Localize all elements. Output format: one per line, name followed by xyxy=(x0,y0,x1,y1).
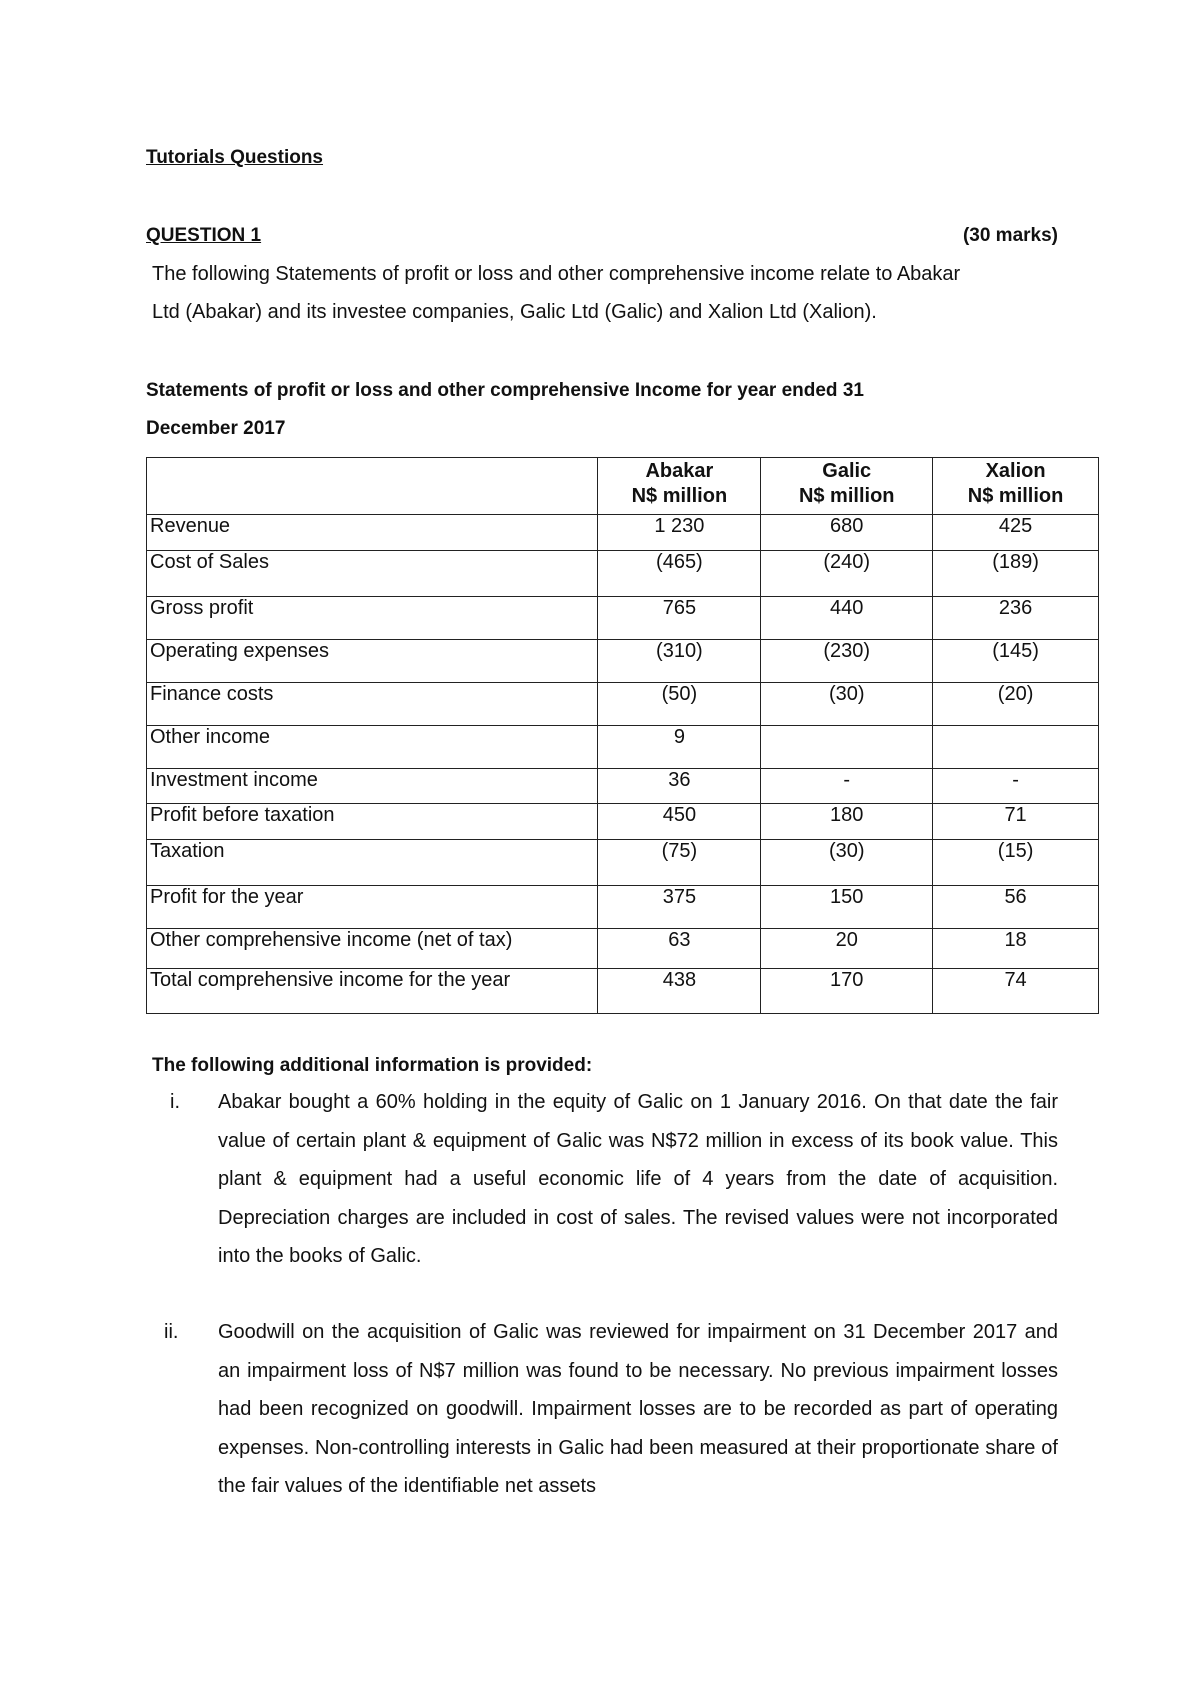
cell-galic: (230) xyxy=(761,640,933,683)
row-label: Total comprehensive income for the year xyxy=(147,969,598,1014)
row-label: Cost of Sales xyxy=(147,551,598,597)
statement-title-line-2: December 2017 xyxy=(146,418,286,439)
cell-xalion: 18 xyxy=(933,929,1099,969)
table-header-row xyxy=(147,458,1099,515)
cell-xalion: - xyxy=(933,769,1099,804)
cell-xalion: (15) xyxy=(933,840,1099,886)
marks-label: (30 marks) xyxy=(962,225,1058,246)
section-title: Tutorials Questions xyxy=(146,147,324,168)
header-abakar xyxy=(598,458,761,515)
cell-abakar: 36 xyxy=(598,769,761,804)
table-row xyxy=(147,969,1099,1014)
cell-abakar: 765 xyxy=(598,597,761,640)
header-company-name: Xalion xyxy=(985,460,1046,482)
table-row xyxy=(147,683,1099,726)
header-unit: N$ million xyxy=(798,485,895,507)
table-row xyxy=(147,726,1099,769)
row-label: Finance costs xyxy=(147,683,598,726)
table-row xyxy=(147,640,1099,683)
row-label: Investment income xyxy=(147,769,598,804)
list-item xyxy=(152,1313,1057,1508)
intro-line-2: Ltd (Abakar) and its investee companies, Galic Ltd (Galic) and Xalion Ltd (Xalion). xyxy=(152,301,877,323)
cell-abakar: 1 230 xyxy=(598,515,761,551)
row-label: Profit for the year xyxy=(147,886,598,929)
cell-xalion: 56 xyxy=(933,886,1099,929)
cell-abakar: (310) xyxy=(598,640,761,683)
header-unit: N$ million xyxy=(631,485,728,507)
income-statement-table xyxy=(146,457,1099,1014)
cell-xalion: 74 xyxy=(933,969,1099,1014)
cell-xalion: (145) xyxy=(933,640,1099,683)
row-label: Revenue xyxy=(147,515,598,551)
table-row xyxy=(147,886,1099,929)
question-label: QUESTION 1 xyxy=(146,225,262,246)
table-row xyxy=(147,597,1099,640)
cell-galic: 170 xyxy=(761,969,933,1014)
table-row xyxy=(147,840,1099,886)
cell-abakar: (75) xyxy=(598,840,761,886)
header-unit: N$ million xyxy=(967,485,1064,507)
cell-galic: 20 xyxy=(761,929,933,969)
header-company-name: Galic xyxy=(822,460,872,482)
table-row xyxy=(147,804,1099,840)
list-item-number: i. xyxy=(170,1091,180,1113)
list-item-number: ii. xyxy=(164,1321,179,1343)
cell-abakar: (465) xyxy=(598,551,761,597)
cell-xalion: 71 xyxy=(933,804,1099,840)
header-xalion xyxy=(933,458,1099,515)
row-label: Other comprehensive income (net of tax) xyxy=(147,929,598,969)
row-label: Gross profit xyxy=(147,597,598,640)
row-label: Other income xyxy=(147,726,598,769)
table-row xyxy=(147,769,1099,804)
cell-abakar: (50) xyxy=(598,683,761,726)
list-item-text: Abakar bought a 60% holding in the equity of Galic on 1 January 2016. On that date the fair value of certain plant & equipment of Galic was N$72 million in excess of its book value. This plant & equipment had a useful economic life of 4 years from the date of acquisition. Depreciation charges are included in cost of sales. The revised values were not incorporated into the books of Galic. xyxy=(218,1091,1058,1267)
cell-galic: (30) xyxy=(761,840,933,886)
table-row xyxy=(147,551,1099,597)
row-label: Profit before taxation xyxy=(147,804,598,840)
cell-galic: 180 xyxy=(761,804,933,840)
cell-galic: (240) xyxy=(761,551,933,597)
cell-xalion: (189) xyxy=(933,551,1099,597)
cell-galic: 440 xyxy=(761,597,933,640)
cell-galic: 150 xyxy=(761,886,933,929)
cell-xalion: 425 xyxy=(933,515,1099,551)
cell-galic xyxy=(761,726,933,769)
additional-info-heading: The following additional information is provided: xyxy=(152,1055,593,1076)
cell-xalion xyxy=(933,726,1099,769)
cell-xalion: 236 xyxy=(933,597,1099,640)
header-blank xyxy=(147,458,598,515)
cell-abakar: 9 xyxy=(598,726,761,769)
table-row xyxy=(147,515,1099,551)
cell-abakar: 375 xyxy=(598,886,761,929)
cell-galic: 680 xyxy=(761,515,933,551)
cell-abakar: 450 xyxy=(598,804,761,840)
row-label: Taxation xyxy=(147,840,598,886)
cell-abakar: 63 xyxy=(598,929,761,969)
list-item xyxy=(152,1083,1057,1278)
intro-line-1: The following Statements of profit or loss and other comprehensive income relate to Abakar xyxy=(152,263,961,285)
statement-title-line-1: Statements of profit or loss and other comprehensive Income for year ended 31 xyxy=(146,380,864,401)
cell-galic: (30) xyxy=(761,683,933,726)
header-company-name: Abakar xyxy=(645,460,714,482)
cell-xalion: (20) xyxy=(933,683,1099,726)
list-item-text: Goodwill on the acquisition of Galic was reviewed for impairment on 31 December 2017 and an impairment loss of N$7 million was found to be necessary. No previous impairment losses had been recognized on goodwill. Impairment losses are to be recorded as part of operating expenses. Non-controlling interests in Galic had been measured at their proportionate share of the fair values of the identifiable net assets xyxy=(218,1321,1058,1497)
cell-abakar: 438 xyxy=(598,969,761,1014)
header-galic xyxy=(761,458,933,515)
row-label: Operating expenses xyxy=(147,640,598,683)
table-row xyxy=(147,929,1099,969)
cell-galic: - xyxy=(761,769,933,804)
